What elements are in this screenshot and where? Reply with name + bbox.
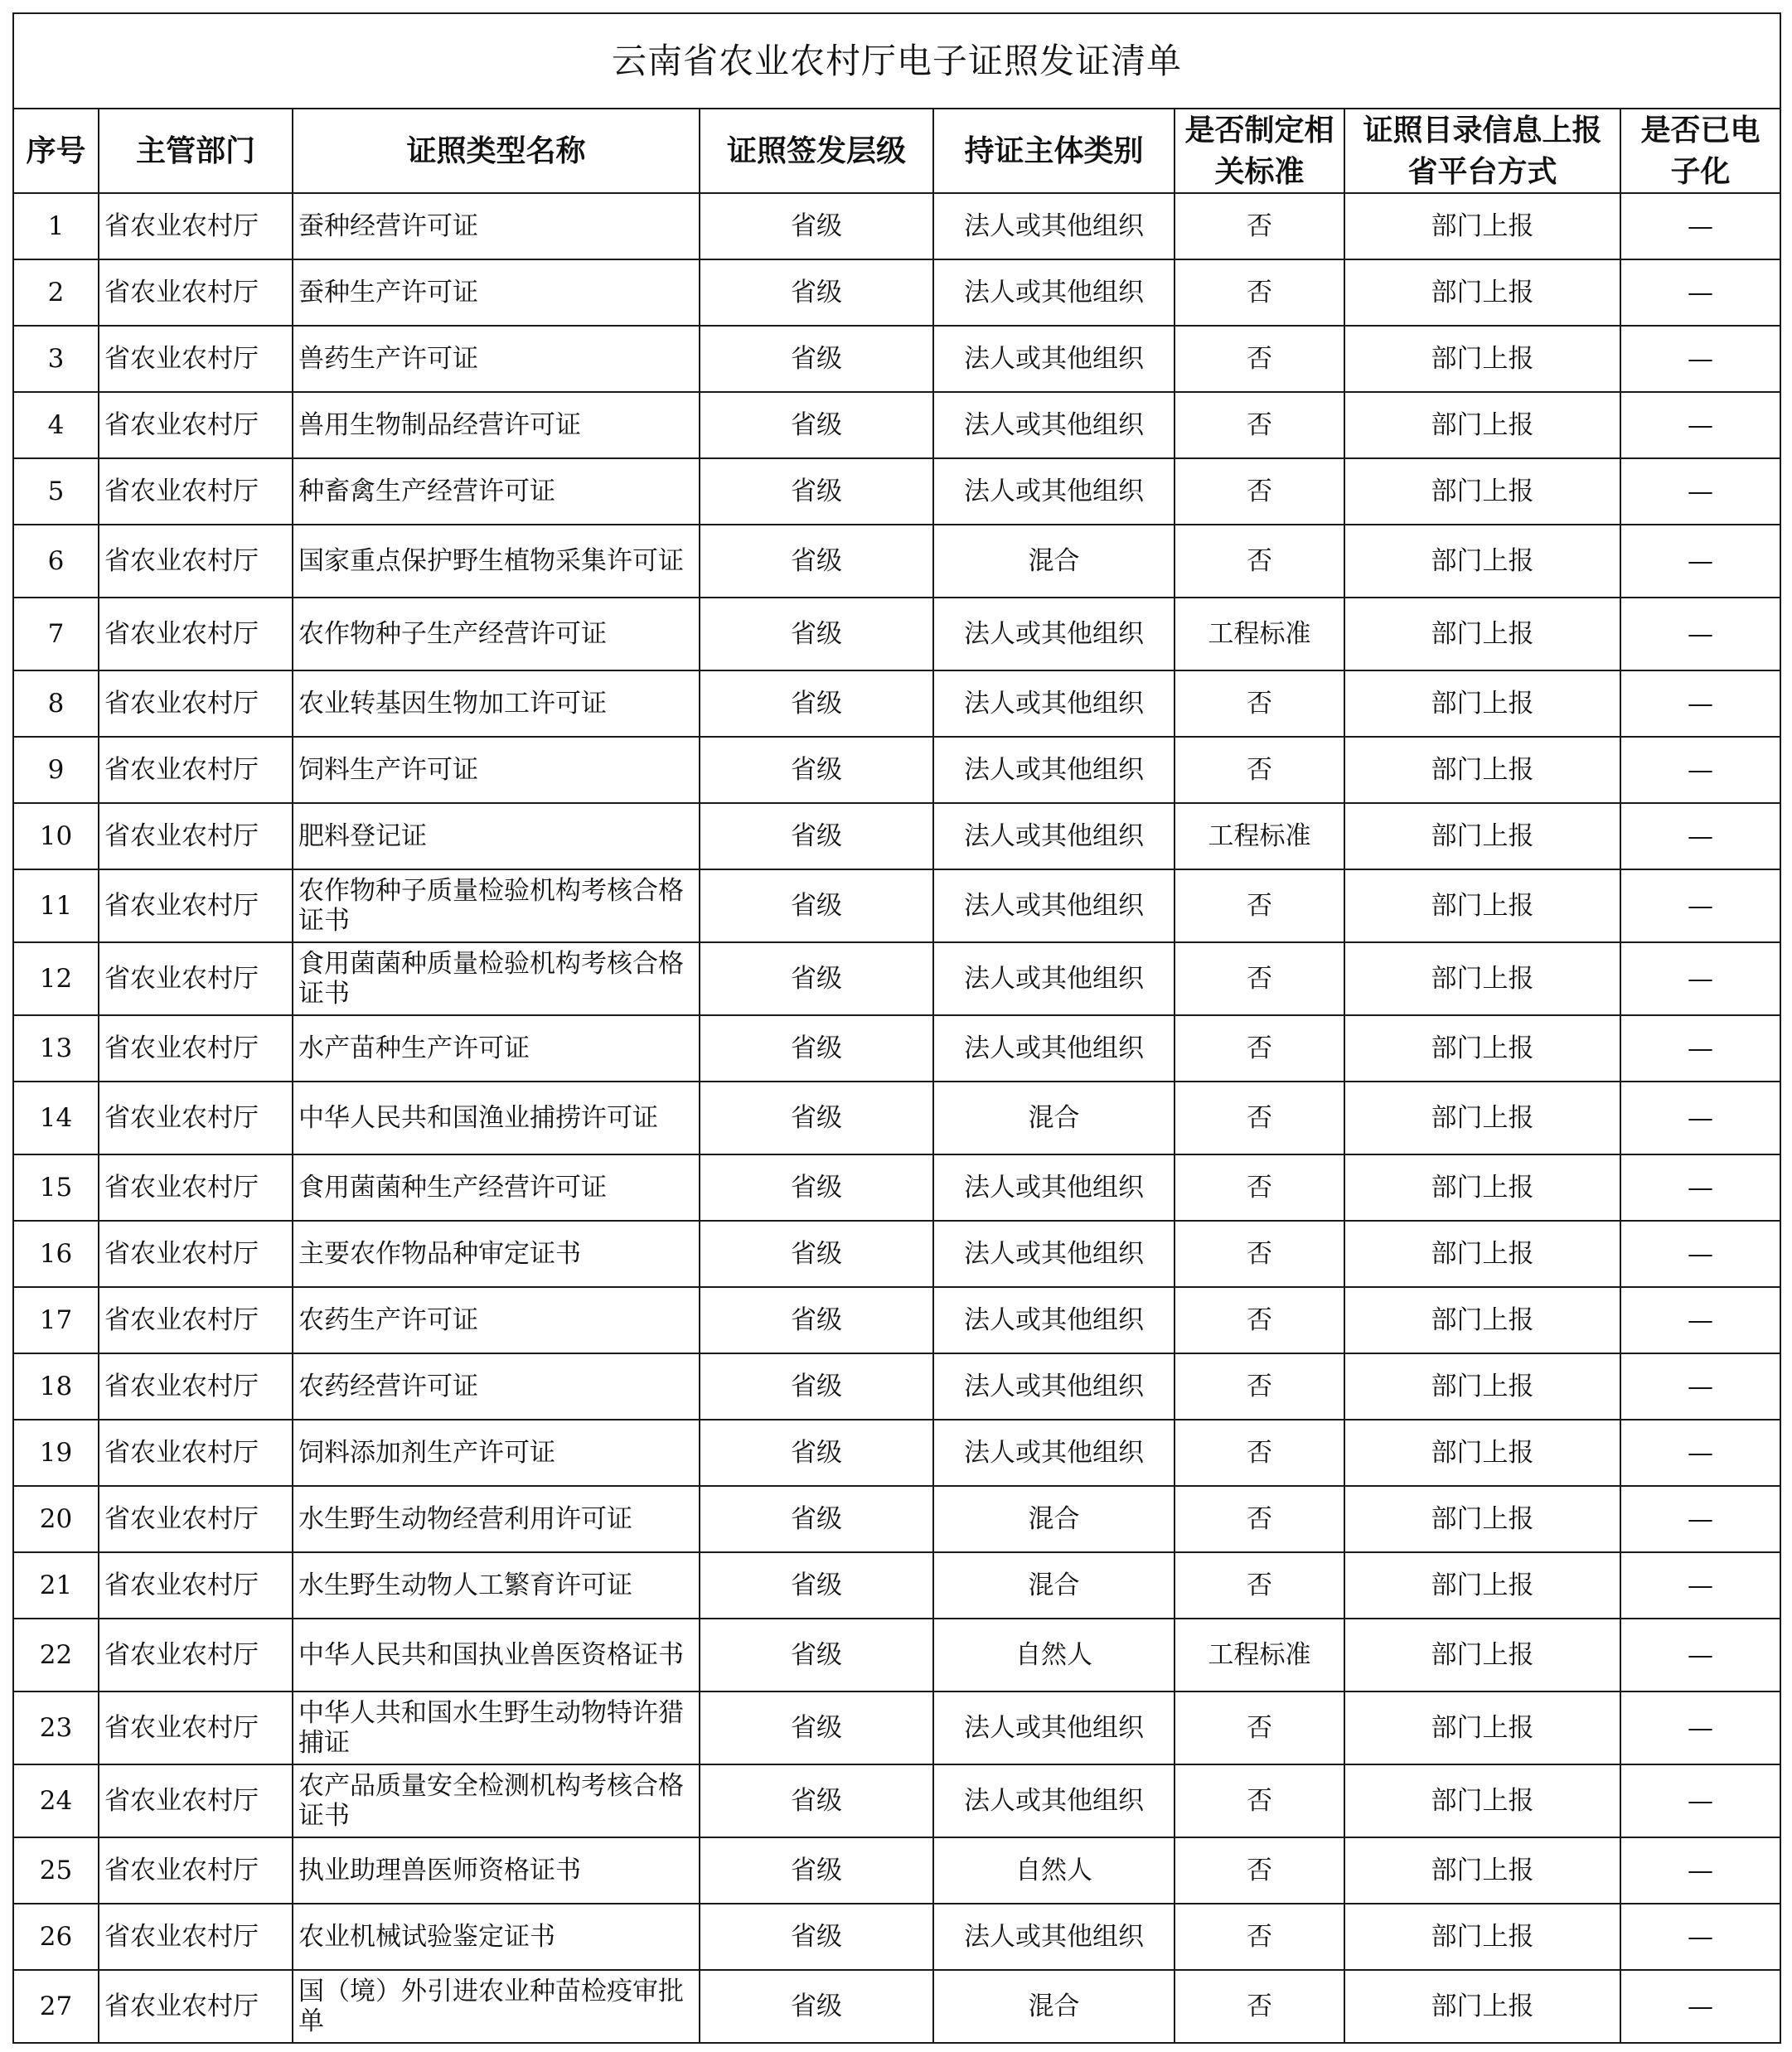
cell-digital: — — [1620, 737, 1780, 803]
cell-dept: 省农业农村厅 — [99, 737, 293, 803]
cell-dept: 省农业农村厅 — [99, 1970, 293, 2043]
cell-no: 5 — [13, 458, 99, 525]
table-row — [13, 1082, 1780, 1154]
cell-dept: 省农业农村厅 — [99, 1353, 293, 1420]
header-dept: 主管部门 — [99, 109, 293, 193]
cell-name: 蚕种生产许可证 — [293, 259, 700, 326]
cell-digital: — — [1620, 326, 1780, 392]
cell-digital: — — [1620, 1353, 1780, 1420]
cell-digital: — — [1620, 1420, 1780, 1486]
cell-level: 省级 — [700, 1287, 933, 1353]
cell-no: 2 — [13, 259, 99, 326]
cell-level: 省级 — [700, 1154, 933, 1221]
cell-subject: 法人或其他组织 — [933, 1154, 1174, 1221]
cell-name: 饲料生产许可证 — [293, 737, 700, 803]
cell-report: 部门上报 — [1344, 525, 1620, 598]
cell-dept: 省农业农村厅 — [99, 942, 293, 1015]
cell-subject: 法人或其他组织 — [933, 1420, 1174, 1486]
cell-dept: 省农业农村厅 — [99, 326, 293, 392]
table-row — [13, 1287, 1780, 1353]
cell-level: 省级 — [700, 1970, 933, 2043]
cell-level: 省级 — [700, 1082, 933, 1154]
cell-dept: 省农业农村厅 — [99, 525, 293, 598]
cell-standard: 工程标准 — [1174, 803, 1344, 869]
cell-level: 省级 — [700, 1015, 933, 1082]
cell-digital: — — [1620, 942, 1780, 1015]
cell-subject: 混合 — [933, 1082, 1174, 1154]
table-row — [13, 1904, 1780, 1970]
cell-no: 27 — [13, 1970, 99, 2043]
cell-no: 14 — [13, 1082, 99, 1154]
cell-level: 省级 — [700, 737, 933, 803]
table-row — [13, 1691, 1780, 1764]
cell-no: 7 — [13, 598, 99, 670]
cell-name: 农业转基因生物加工许可证 — [293, 670, 700, 737]
cell-level: 省级 — [700, 1552, 933, 1619]
cell-name: 中华人民共和国执业兽医资格证书 — [293, 1619, 700, 1691]
cell-report: 部门上报 — [1344, 670, 1620, 737]
cell-level: 省级 — [700, 326, 933, 392]
cell-no: 15 — [13, 1154, 99, 1221]
cell-subject: 法人或其他组织 — [933, 326, 1174, 392]
cell-digital: — — [1620, 1154, 1780, 1221]
header-digital: 是否已电子化 — [1620, 109, 1780, 193]
table-row — [13, 670, 1780, 737]
table-row — [13, 869, 1780, 942]
cell-level: 省级 — [700, 259, 933, 326]
cell-digital: — — [1620, 259, 1780, 326]
table-row — [13, 1221, 1780, 1287]
cell-standard: 否 — [1174, 259, 1344, 326]
cell-no: 17 — [13, 1287, 99, 1353]
cell-no: 16 — [13, 1221, 99, 1287]
cell-standard: 否 — [1174, 326, 1344, 392]
cell-no: 18 — [13, 1353, 99, 1420]
table-row — [13, 942, 1780, 1015]
cell-name: 食用菌菌种生产经营许可证 — [293, 1154, 700, 1221]
cell-digital: — — [1620, 392, 1780, 458]
cell-standard: 否 — [1174, 942, 1344, 1015]
cell-no: 23 — [13, 1691, 99, 1764]
page-title: 云南省农业农村厅电子证照发证清单 — [13, 13, 1780, 109]
cell-dept: 省农业农村厅 — [99, 1904, 293, 1970]
cell-name: 农业机械试验鉴定证书 — [293, 1904, 700, 1970]
cell-dept: 省农业农村厅 — [99, 1552, 293, 1619]
cell-standard: 否 — [1174, 1287, 1344, 1353]
cell-name: 饲料添加剂生产许可证 — [293, 1420, 700, 1486]
cell-no: 8 — [13, 670, 99, 737]
header-row — [13, 109, 1780, 193]
cell-no: 11 — [13, 869, 99, 942]
cell-report: 部门上报 — [1344, 1353, 1620, 1420]
cell-digital: — — [1620, 1904, 1780, 1970]
cell-digital: — — [1620, 598, 1780, 670]
cell-standard: 否 — [1174, 1420, 1344, 1486]
cell-report: 部门上报 — [1344, 1221, 1620, 1287]
cell-report: 部门上报 — [1344, 392, 1620, 458]
cell-level: 省级 — [700, 670, 933, 737]
cell-digital: — — [1620, 1970, 1780, 2043]
table-row — [13, 1970, 1780, 2043]
table-row — [13, 392, 1780, 458]
cell-standard: 否 — [1174, 670, 1344, 737]
cell-level: 省级 — [700, 392, 933, 458]
cell-level: 省级 — [700, 1353, 933, 1420]
cell-no: 4 — [13, 392, 99, 458]
cell-dept: 省农业农村厅 — [99, 1691, 293, 1764]
cell-dept: 省农业农村厅 — [99, 259, 293, 326]
cell-dept: 省农业农村厅 — [99, 1287, 293, 1353]
cell-name: 肥料登记证 — [293, 803, 700, 869]
cell-standard: 否 — [1174, 525, 1344, 598]
cell-digital: — — [1620, 1764, 1780, 1837]
cell-subject: 法人或其他组织 — [933, 259, 1174, 326]
cell-subject: 法人或其他组织 — [933, 1015, 1174, 1082]
certificate-table — [12, 12, 1781, 2044]
cell-name: 水生野生动物经营利用许可证 — [293, 1486, 700, 1552]
cell-no: 3 — [13, 326, 99, 392]
cell-digital: — — [1620, 1015, 1780, 1082]
cell-dept: 省农业农村厅 — [99, 1619, 293, 1691]
cell-report: 部门上报 — [1344, 1154, 1620, 1221]
table-row — [13, 598, 1780, 670]
cell-standard: 工程标准 — [1174, 598, 1344, 670]
cell-dept: 省农业农村厅 — [99, 1015, 293, 1082]
table-row — [13, 1353, 1780, 1420]
cell-dept: 省农业农村厅 — [99, 193, 293, 259]
cell-report: 部门上报 — [1344, 1764, 1620, 1837]
cell-digital: — — [1620, 1837, 1780, 1904]
cell-report: 部门上报 — [1344, 193, 1620, 259]
cell-subject: 自然人 — [933, 1837, 1174, 1904]
cell-report: 部门上报 — [1344, 737, 1620, 803]
cell-dept: 省农业农村厅 — [99, 1764, 293, 1837]
cell-standard: 否 — [1174, 737, 1344, 803]
header-level: 证照签发层级 — [700, 109, 933, 193]
cell-report: 部门上报 — [1344, 803, 1620, 869]
cell-digital: — — [1620, 1082, 1780, 1154]
cell-name: 水生野生动物人工繁育许可证 — [293, 1552, 700, 1619]
cell-digital: — — [1620, 1221, 1780, 1287]
table-row — [13, 458, 1780, 525]
cell-standard: 否 — [1174, 869, 1344, 942]
cell-no: 1 — [13, 193, 99, 259]
cell-name: 中华人共和国水生野生动物特许猎捕证 — [293, 1691, 700, 1764]
header-report: 证照目录信息上报省平台方式 — [1344, 109, 1620, 193]
cell-report: 部门上报 — [1344, 1082, 1620, 1154]
table-row — [13, 525, 1780, 598]
cell-standard: 否 — [1174, 1154, 1344, 1221]
header-name: 证照类型名称 — [293, 109, 700, 193]
cell-standard: 否 — [1174, 193, 1344, 259]
cell-digital: — — [1620, 869, 1780, 942]
table-row — [13, 1486, 1780, 1552]
cell-subject: 混合 — [933, 525, 1174, 598]
cell-digital: — — [1620, 525, 1780, 598]
cell-level: 省级 — [700, 1837, 933, 1904]
cell-standard: 否 — [1174, 1837, 1344, 1904]
cell-report: 部门上报 — [1344, 326, 1620, 392]
table-row — [13, 803, 1780, 869]
cell-no: 6 — [13, 525, 99, 598]
cell-standard: 否 — [1174, 1082, 1344, 1154]
cell-level: 省级 — [700, 1619, 933, 1691]
cell-subject: 法人或其他组织 — [933, 1764, 1174, 1837]
cell-name: 农产品质量安全检测机构考核合格证书 — [293, 1764, 700, 1837]
cell-name: 农药经营许可证 — [293, 1353, 700, 1420]
cell-standard: 否 — [1174, 1552, 1344, 1619]
header-standard: 是否制定相关标准 — [1174, 109, 1344, 193]
cell-no: 10 — [13, 803, 99, 869]
cell-level: 省级 — [700, 803, 933, 869]
cell-subject: 法人或其他组织 — [933, 193, 1174, 259]
cell-name: 兽用生物制品经营许可证 — [293, 392, 700, 458]
cell-dept: 省农业农村厅 — [99, 1420, 293, 1486]
cell-no: 19 — [13, 1420, 99, 1486]
cell-dept: 省农业农村厅 — [99, 392, 293, 458]
cell-report: 部门上报 — [1344, 1287, 1620, 1353]
cell-report: 部门上报 — [1344, 1619, 1620, 1691]
cell-level: 省级 — [700, 525, 933, 598]
cell-report: 部门上报 — [1344, 1552, 1620, 1619]
cell-no: 25 — [13, 1837, 99, 1904]
cell-digital: — — [1620, 1691, 1780, 1764]
table-row — [13, 1154, 1780, 1221]
table-row — [13, 259, 1780, 326]
cell-digital: — — [1620, 670, 1780, 737]
cell-subject: 法人或其他组织 — [933, 1221, 1174, 1287]
cell-subject: 法人或其他组织 — [933, 1691, 1174, 1764]
table-row — [13, 326, 1780, 392]
cell-report: 部门上报 — [1344, 1837, 1620, 1904]
cell-subject: 法人或其他组织 — [933, 1287, 1174, 1353]
cell-no: 21 — [13, 1552, 99, 1619]
cell-report: 部门上报 — [1344, 1486, 1620, 1552]
cell-level: 省级 — [700, 193, 933, 259]
cell-subject: 法人或其他组织 — [933, 458, 1174, 525]
cell-name: 农作物种子质量检验机构考核合格证书 — [293, 869, 700, 942]
cell-report: 部门上报 — [1344, 458, 1620, 525]
cell-name: 国（境）外引进农业种苗检疫审批单 — [293, 1970, 700, 2043]
cell-level: 省级 — [700, 458, 933, 525]
cell-subject: 混合 — [933, 1486, 1174, 1552]
cell-subject: 法人或其他组织 — [933, 803, 1174, 869]
cell-name: 食用菌菌种质量检验机构考核合格证书 — [293, 942, 700, 1015]
cell-digital: — — [1620, 1287, 1780, 1353]
cell-subject: 混合 — [933, 1552, 1174, 1619]
document — [12, 12, 1780, 2044]
cell-dept: 省农业农村厅 — [99, 458, 293, 525]
table-row — [13, 1420, 1780, 1486]
cell-name: 国家重点保护野生植物采集许可证 — [293, 525, 700, 598]
table-row — [13, 193, 1780, 259]
cell-report: 部门上报 — [1344, 869, 1620, 942]
cell-name: 主要农作物品种审定证书 — [293, 1221, 700, 1287]
cell-subject: 法人或其他组织 — [933, 869, 1174, 942]
cell-standard: 否 — [1174, 392, 1344, 458]
table-row — [13, 1764, 1780, 1837]
cell-subject: 法人或其他组织 — [933, 737, 1174, 803]
cell-level: 省级 — [700, 1904, 933, 1970]
cell-standard: 否 — [1174, 1221, 1344, 1287]
cell-dept: 省农业农村厅 — [99, 598, 293, 670]
cell-standard: 否 — [1174, 1904, 1344, 1970]
cell-subject: 法人或其他组织 — [933, 598, 1174, 670]
cell-name: 兽药生产许可证 — [293, 326, 700, 392]
cell-level: 省级 — [700, 869, 933, 942]
cell-standard: 否 — [1174, 1353, 1344, 1420]
cell-name: 水产苗种生产许可证 — [293, 1015, 700, 1082]
cell-subject: 混合 — [933, 1970, 1174, 2043]
cell-digital: — — [1620, 193, 1780, 259]
table-row — [13, 1619, 1780, 1691]
cell-dept: 省农业农村厅 — [99, 1837, 293, 1904]
cell-level: 省级 — [700, 1486, 933, 1552]
cell-level: 省级 — [700, 942, 933, 1015]
cell-report: 部门上报 — [1344, 1904, 1620, 1970]
cell-dept: 省农业农村厅 — [99, 1221, 293, 1287]
cell-no: 26 — [13, 1904, 99, 1970]
cell-report: 部门上报 — [1344, 942, 1620, 1015]
header-no: 序号 — [13, 109, 99, 193]
cell-subject: 自然人 — [933, 1619, 1174, 1691]
table-row — [13, 1552, 1780, 1619]
cell-report: 部门上报 — [1344, 259, 1620, 326]
cell-name: 种畜禽生产经营许可证 — [293, 458, 700, 525]
cell-standard: 否 — [1174, 458, 1344, 525]
table-row — [13, 737, 1780, 803]
cell-standard: 否 — [1174, 1015, 1344, 1082]
cell-level: 省级 — [700, 1764, 933, 1837]
cell-subject: 法人或其他组织 — [933, 942, 1174, 1015]
cell-subject: 法人或其他组织 — [933, 670, 1174, 737]
cell-standard: 工程标准 — [1174, 1619, 1344, 1691]
cell-report: 部门上报 — [1344, 1691, 1620, 1764]
cell-digital: — — [1620, 458, 1780, 525]
cell-subject: 法人或其他组织 — [933, 392, 1174, 458]
cell-digital: — — [1620, 1486, 1780, 1552]
table-row — [13, 1015, 1780, 1082]
cell-no: 12 — [13, 942, 99, 1015]
cell-standard: 否 — [1174, 1691, 1344, 1764]
cell-report: 部门上报 — [1344, 1015, 1620, 1082]
cell-no: 22 — [13, 1619, 99, 1691]
cell-name: 农作物种子生产经营许可证 — [293, 598, 700, 670]
cell-dept: 省农业农村厅 — [99, 1154, 293, 1221]
cell-dept: 省农业农村厅 — [99, 1486, 293, 1552]
cell-report: 部门上报 — [1344, 1420, 1620, 1486]
cell-name: 执业助理兽医师资格证书 — [293, 1837, 700, 1904]
cell-digital: — — [1620, 1552, 1780, 1619]
cell-standard: 否 — [1174, 1970, 1344, 2043]
cell-level: 省级 — [700, 598, 933, 670]
cell-report: 部门上报 — [1344, 1970, 1620, 2043]
cell-name: 蚕种经营许可证 — [293, 193, 700, 259]
cell-dept: 省农业农村厅 — [99, 803, 293, 869]
cell-no: 24 — [13, 1764, 99, 1837]
table-body — [13, 193, 1780, 2043]
cell-no: 9 — [13, 737, 99, 803]
cell-digital: — — [1620, 803, 1780, 869]
header-subject: 持证主体类别 — [933, 109, 1174, 193]
cell-dept: 省农业农村厅 — [99, 1082, 293, 1154]
cell-level: 省级 — [700, 1691, 933, 1764]
cell-subject: 法人或其他组织 — [933, 1353, 1174, 1420]
cell-dept: 省农业农村厅 — [99, 670, 293, 737]
cell-standard: 否 — [1174, 1486, 1344, 1552]
cell-dept: 省农业农村厅 — [99, 869, 293, 942]
cell-no: 13 — [13, 1015, 99, 1082]
cell-standard: 否 — [1174, 1764, 1344, 1837]
cell-report: 部门上报 — [1344, 598, 1620, 670]
cell-no: 20 — [13, 1486, 99, 1552]
cell-digital: — — [1620, 1619, 1780, 1691]
cell-level: 省级 — [700, 1221, 933, 1287]
cell-name: 农药生产许可证 — [293, 1287, 700, 1353]
cell-name: 中华人民共和国渔业捕捞许可证 — [293, 1082, 700, 1154]
table-row — [13, 1837, 1780, 1904]
cell-level: 省级 — [700, 1420, 933, 1486]
cell-subject: 法人或其他组织 — [933, 1904, 1174, 1970]
